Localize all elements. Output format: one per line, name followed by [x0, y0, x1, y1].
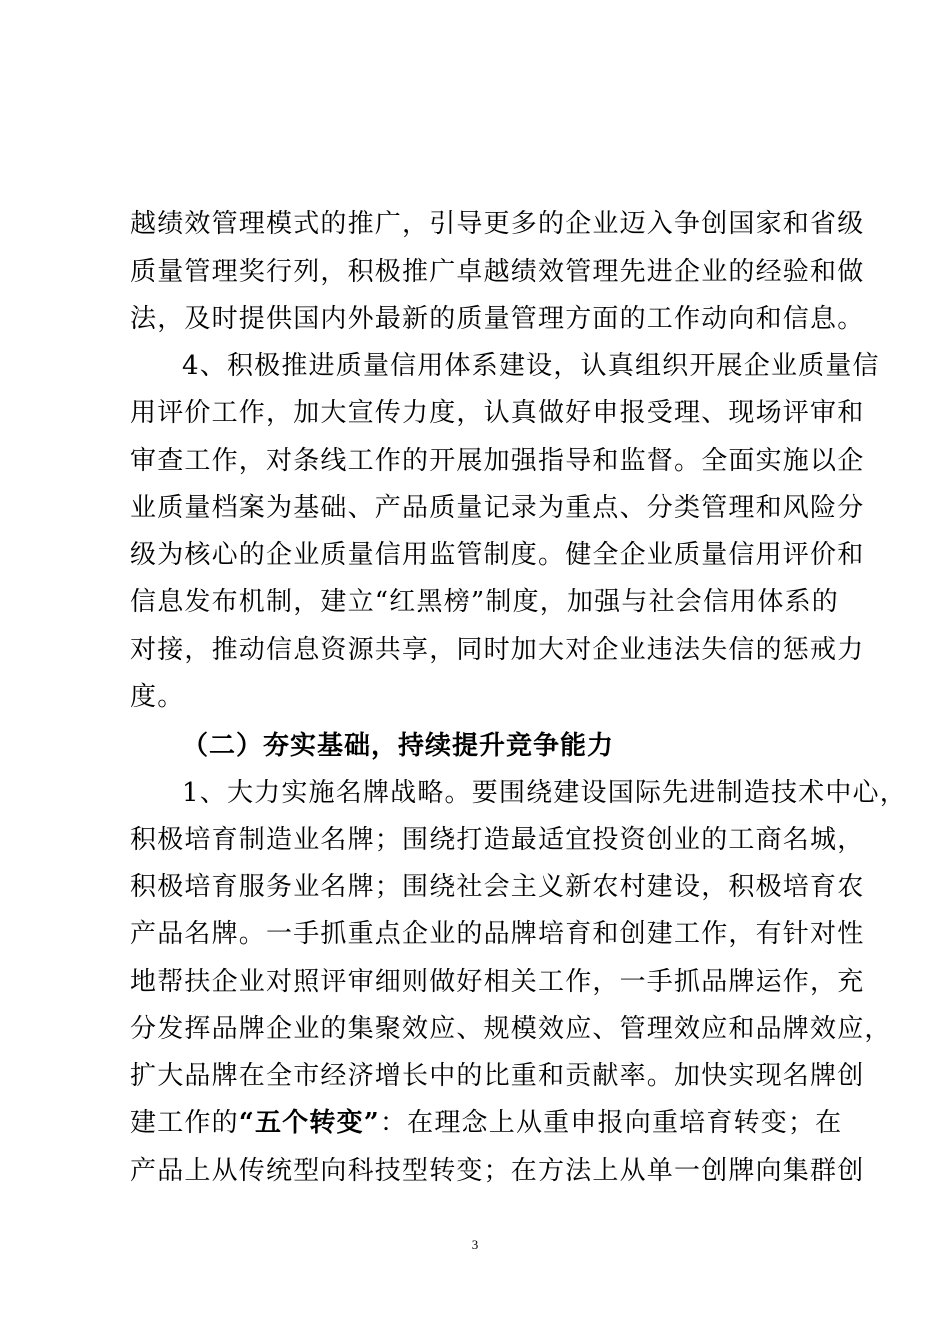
line-text: 建工作的: [130, 1108, 239, 1138]
paragraph-line: 对接，推动信息资源共享，同时加大对企业违法失信的惩戒力: [130, 635, 865, 665]
paragraph-line: 级为核心的企业质量信用监管制度。健全企业质量信用评价和: [130, 540, 865, 570]
paragraph-line: 信息发布机制，建立“红黑榜”制度，加强与社会信用体系的: [130, 587, 839, 617]
paragraph-line: 用评价工作，加大宣传力度，认真做好申报受理、现场评审和: [130, 398, 865, 428]
paragraph-line: 质量管理奖行列，积极推广卓越绩效管理先进企业的经验和做: [130, 257, 865, 287]
page-number: 3: [471, 1237, 479, 1252]
paragraph-line: [130, 1106, 843, 1140]
paragraph-line: 产品名牌。一手抓重点企业的品牌培育和创建工作，有针对性: [130, 919, 865, 949]
paragraph-line: 业质量档案为基础、产品质量记录为重点、分类管理和风险分: [130, 493, 865, 523]
paragraph-line: 扩大品牌在全市经济增长中的比重和贡献率。加快实现名牌创: [130, 1061, 865, 1091]
paragraph-line: 4、积极推进质量信用体系建设，认真组织开展企业质量信: [182, 351, 880, 381]
line-text: ：在理念上从重申报向重培育转变；在: [379, 1108, 843, 1138]
paragraph-line: 法，及时提供国内外最新的质量管理方面的工作动向和信息。: [130, 304, 865, 334]
paragraph-line: 度。: [130, 682, 185, 712]
paragraph-line: 越绩效管理模式的推广，引导更多的企业迈入争创国家和省级: [130, 209, 865, 239]
paragraph-line: 积极培育服务业名牌；围绕社会主义新农村建设，积极培育农: [130, 872, 865, 902]
paragraph-line: 积极培育制造业名牌；围绕打造最适宜投资创业的工商名城，: [130, 825, 865, 855]
emphasis-text: “五个转变”: [238, 1108, 380, 1138]
paragraph-line: 审查工作，对条线工作的开展加强指导和监督。全面实施以企: [130, 446, 865, 476]
paragraph-line: 产品上从传统型向科技型转变；在方法上从单一创牌向集群创: [130, 1156, 865, 1186]
paragraph-line: 分发挥品牌企业的集聚效应、规模效应、管理效应和品牌效应，: [130, 1014, 892, 1044]
paragraph-line: 1、大力实施名牌战略。要围绕建设国际先进制造技术中心，: [182, 778, 907, 808]
paragraph-line: 地帮扶企业对照评审细则做好相关工作，一手抓品牌运作，充: [130, 967, 865, 997]
section-heading: （二）夯实基础，持续提升竞争能力: [182, 731, 615, 761]
